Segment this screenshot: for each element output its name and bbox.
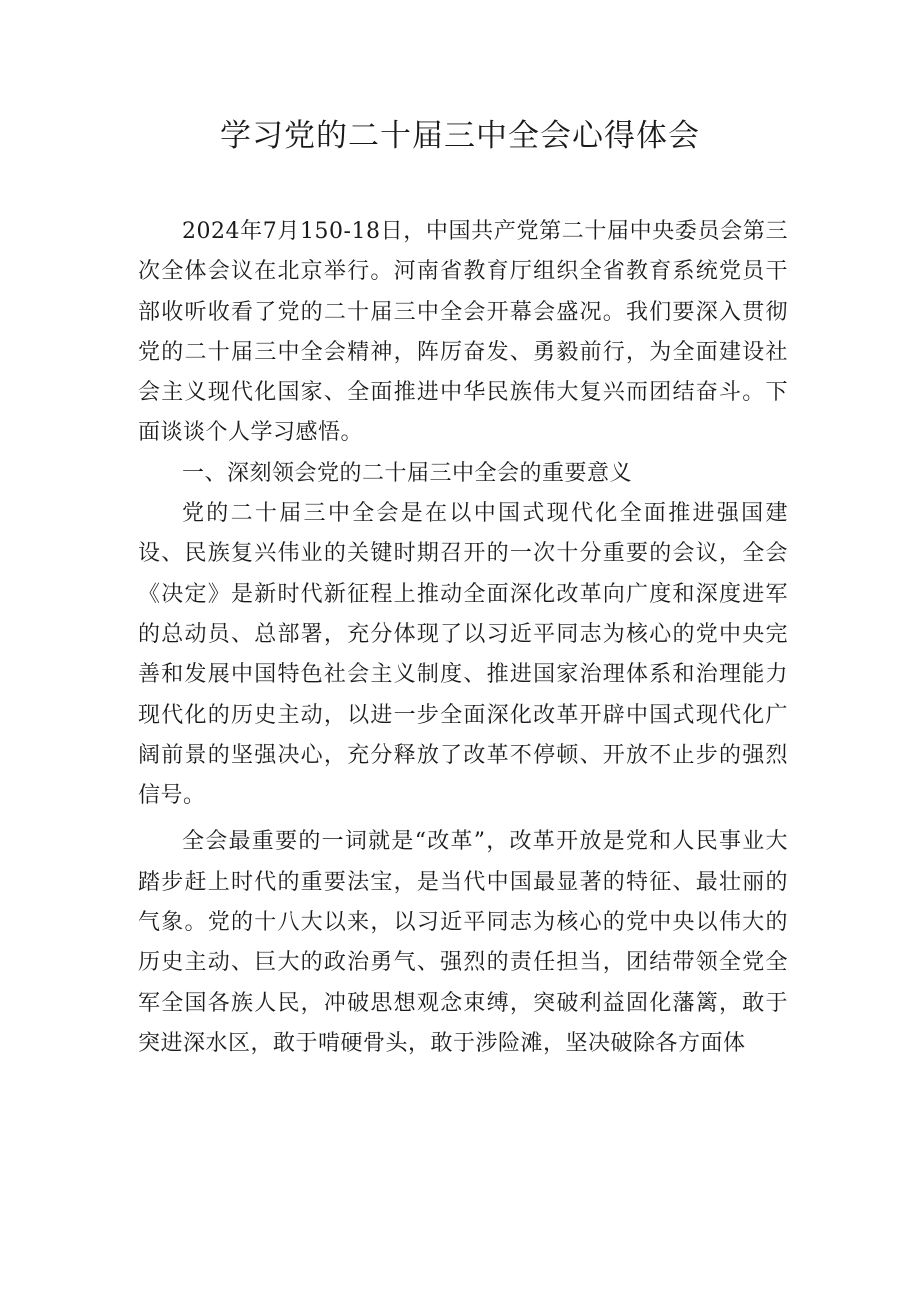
paragraph-intro: 2024年7月150-18日，中国共产党第二十届中央委员会第三次全体会议在北京举行。河南省教育厅组织全省教育系统党员干部收听收看了党的二十届三中全会开幕会盛况。我们要深入贯彻党的二十届三中全会精神，阵厉奋发、勇毅前行，为全面建设社会主义现代化国家、全面推进中华民族伟大复兴而团结奋斗。下面谈谈个人学习感悟。 (138, 219, 788, 446)
section-heading: 一、深刻领会党的二十届三中全会的重要意义 (182, 460, 633, 486)
paragraph-significance: 党的二十届三中全会是在以中国式现代化全面推进强国建设、民族复兴伟业的关键时期召开的一次十分重要的会议，全会《决定》是新时代新征程上推动全面深化改革向广度和深度进军的总动员、总部署，充分体现了以习近平同志为核心的党中央完善和发展中国特色社会主义制度、推进国家治理体系和治理能力现代化的历史主动，以进一步全面深化改革开辟中国式现代化广阔前景的坚强决心，充分释放了改革不停顿、开放不止步的强烈信号。 (138, 501, 788, 809)
document-title: 学习党的二十届三中全会心得体会 (220, 118, 700, 154)
document-body (138, 212, 788, 1064)
paragraph-reform: 全会最重要的一词就是“改革”，改革开放是党和人民事业大踏步赶上时代的重要法宝，是当代中国最显著的特征、最壮丽的气象。党的十八大以来，以习近平同志为核心的党中央以伟大的历史主动、巨大的政治勇气、强烈的责任担当，团结带领全党全军全国各族人民，冲破思想观念束缚，突破利益固化藩篱，敢于突进深水区，敢于啃硬骨头，敢于涉险滩，坚决破除各方面体 (138, 829, 788, 1056)
